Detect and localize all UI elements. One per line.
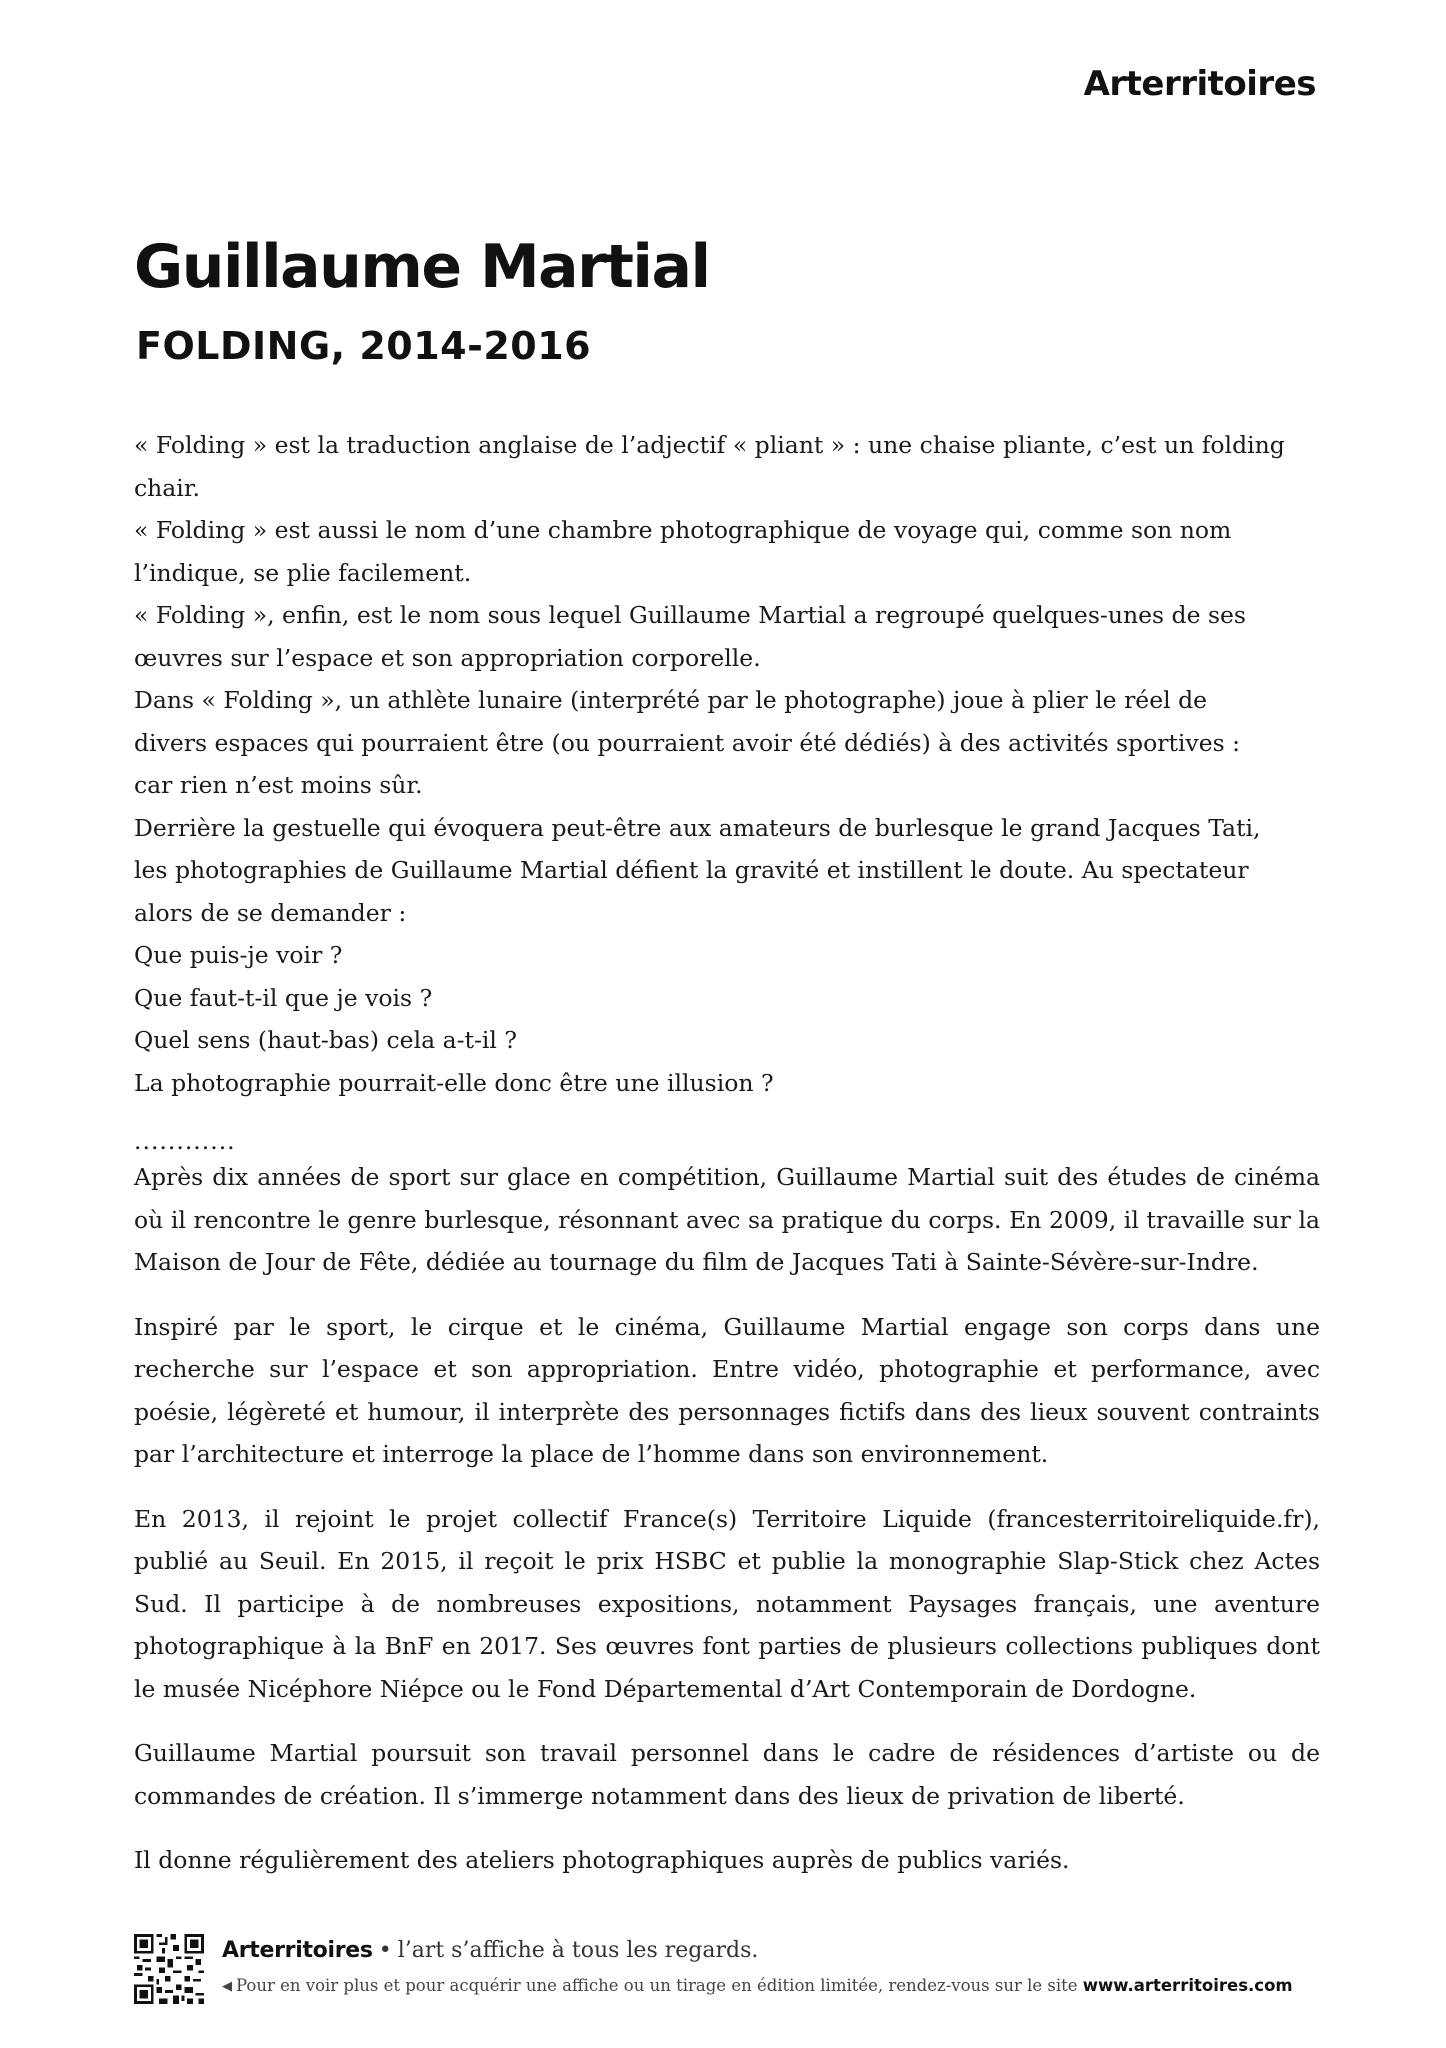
footer-tagline: l’art s’affiche à tous les regards. bbox=[397, 1938, 759, 1963]
page-subtitle: FOLDING, 2014-2016 bbox=[136, 324, 592, 368]
intro-line: Derrière la gestuelle qui évoquera peut-être aux amateurs de burlesque le grand Jacques Tati, bbox=[134, 813, 1261, 842]
footer-info-text: Pour en voir plus et pour acquérir une affiche ou un tirage en édition limitée, rendez-vous sur le site bbox=[236, 1976, 1083, 1995]
intro-line: « Folding » est la traduction anglaise de l’adjectif « pliant » : une chaise pliante, c’est un folding chair. bbox=[134, 431, 1285, 502]
section-separator: ............ bbox=[134, 1127, 236, 1155]
bio-paragraph: Inspiré par le sport, le cirque et le cinéma, Guillaume Martial engage son corps dans une recherche sur l’espace et son appropriation. Entre vidéo, photographie et performance, avec poésie, légèreté et humour, il interprète des personnages fictifs dans des lieux souvent contraints par l’architecture et interroge la place de l’homme dans son environnement. bbox=[134, 1312, 1320, 1468]
footer-info-line bbox=[222, 1976, 1293, 1995]
intro-section bbox=[134, 424, 1320, 1104]
intro-line: l’indique, se plie facilement. bbox=[134, 558, 472, 587]
footer-brand: Arterritoires bbox=[222, 1938, 373, 1963]
bio-paragraph: En 2013, il rejoint le projet collectif France(s) Territoire Liquide (francesterritoireliquide.fr), publié au Seuil. En 2015, il reçoit le prix HSBC et publie la monographie Slap-Stick chez Actes Sud. Il participe à de nombreuses expositions, notamment Paysages français, une aventure photographique à la BnF en 2017. Ses œuvres font parties de plusieurs collections publiques dont le musée Nicéphore Niépce ou le Fond Départemental d’Art Contemporain de Dordogne. bbox=[134, 1504, 1320, 1703]
header-brand: Arterritoires bbox=[1083, 64, 1316, 104]
footer bbox=[134, 1934, 1320, 2004]
page-title: Guillaume Martial bbox=[134, 232, 710, 302]
intro-line: œuvres sur l’espace et son appropriation corporelle. bbox=[134, 643, 761, 672]
intro-line: les photographies de Guillaume Martial défient la gravité et instillent le doute. Au spectateur bbox=[134, 856, 1249, 884]
intro-line: « Folding », enfin, est le nom sous lequel Guillaume Martial a regroupé quelques-unes de ses bbox=[134, 601, 1246, 629]
intro-line: Dans « Folding », un athlète lunaire (interprété par le photographe) joue à plier le réel de bbox=[134, 686, 1208, 714]
footer-site-link[interactable]: www.arterritoires.com bbox=[1082, 1976, 1293, 1995]
body-text bbox=[134, 424, 1320, 1904]
bio-paragraph: Il donne régulièrement des ateliers photographiques auprès de publics variés. bbox=[134, 1846, 1070, 1874]
footer-bullet: • bbox=[378, 1938, 392, 1963]
bio-paragraph: Après dix années de sport sur glace en compétition, Guillaume Martial suit des études de cinéma où il rencontre le genre burlesque, résonnant avec sa pratique du corps. En 2009, il travaille sur la Maison de Jour de Fête, dédiée au tournage du film de Jacques Tati à Sainte-Sévère-sur-Indre. bbox=[134, 1163, 1320, 1276]
intro-line: Quel sens (haut-bas) cela a-t-il ? bbox=[134, 1026, 518, 1054]
footer-tagline-line bbox=[222, 1938, 758, 1963]
intro-line: divers espaces qui pourraient être (ou pourraient avoir été dédiés) à des activités sportives : bbox=[134, 728, 1241, 757]
intro-line: La photographie pourrait-elle donc être une illusion ? bbox=[134, 1068, 774, 1097]
arrow-left-icon: ◀ bbox=[222, 1979, 232, 1994]
intro-line: car rien n’est moins sûr. bbox=[134, 771, 423, 799]
intro-line: « Folding » est aussi le nom d’une chambre photographique de voyage qui, comme son nom bbox=[134, 516, 1232, 544]
bio-paragraph: Guillaume Martial poursuit son travail personnel dans le cadre de résidences d’artiste ou de commandes de création. Il s’immerge notamment dans des lieux de privation de liberté. bbox=[134, 1739, 1320, 1810]
intro-line: Que faut-t-il que je vois ? bbox=[134, 983, 433, 1012]
bio-section bbox=[134, 1156, 1320, 1882]
intro-line: Que puis-je voir ? bbox=[134, 941, 343, 969]
intro-line: alors de se demander : bbox=[134, 898, 407, 927]
qr-code-icon[interactable] bbox=[134, 1934, 204, 2004]
